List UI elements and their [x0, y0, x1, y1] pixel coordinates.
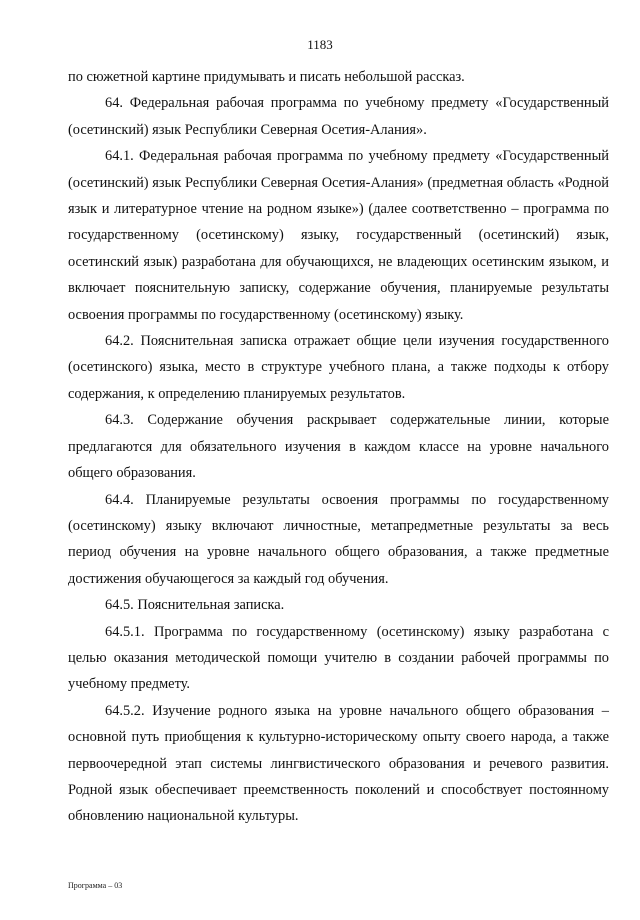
paragraph-64-2: 64.2. Пояснительная записка отражает общие цели изучения государственного (осетинского) языка, место в структуре учебного плана, а также подходы к отбору содержания, к определению планируемых результатов. [68, 333, 609, 402]
paragraph-64-heading: 64. Федеральная рабочая программа по учебному предмету «Государственный (осетинский) язык Республики Северная Осетия-Алания». [68, 95, 609, 138]
page-number: 1183 [307, 37, 333, 52]
document-body [68, 64, 609, 830]
paragraph-64-5-1: 64.5.1. Программа по государственному (осетинскому) языку разработана с целью оказания методической помощи учителю в создании рабочей программы по учебному предмету. [68, 623, 609, 693]
paragraph-64-1: 64.1. Федеральная рабочая программа по учебному предмету «Государственный (осетинский) язык Республики Северная Осетия-Алания» (предметная область «Родной язык и литературное чтение на родном языке») (далее соответственно – программа по государственному (осетинскому) языку, государственный (осетинский) язык, осетинский язык) разработана для обучающихся, не владеющих осетинским языком, и включает пояснительную записку, содержание обучения, планируемые результаты освоения программы по государственному (осетинскому) языку. [68, 148, 609, 323]
paragraph-64-5-2: 64.5.2. Изучение родного языка на уровне начального общего образования – основной путь приобщения к культурно-историческому опыту своего народа, а также первоочередной этап системы лингвистического образования и речевого развития. Родной язык обеспечивает преемственность поколений и способствует постоянному обновлению национальной культуры. [68, 702, 609, 825]
paragraph-64-3: 64.3. Содержание обучения раскрывает содержательные линии, которые предлагаются для обязательного изучения в каждом классе на уровне начального общего образования. [68, 412, 609, 482]
page-footer: Программа – 03 [68, 881, 123, 890]
paragraph-64-5: 64.5. Пояснительная записка. [105, 597, 285, 614]
paragraph-64-4: 64.4. Планируемые результаты освоения программы по государственному (осетинскому) языку включают личностные, метапредметные результаты за весь период обучения на уровне начального общего образования, а также предметные достижения обучающегося за каждый год обучения. [68, 491, 609, 587]
paragraph-continuation: по сюжетной картине придумывать и писать небольшой рассказ. [68, 69, 465, 85]
